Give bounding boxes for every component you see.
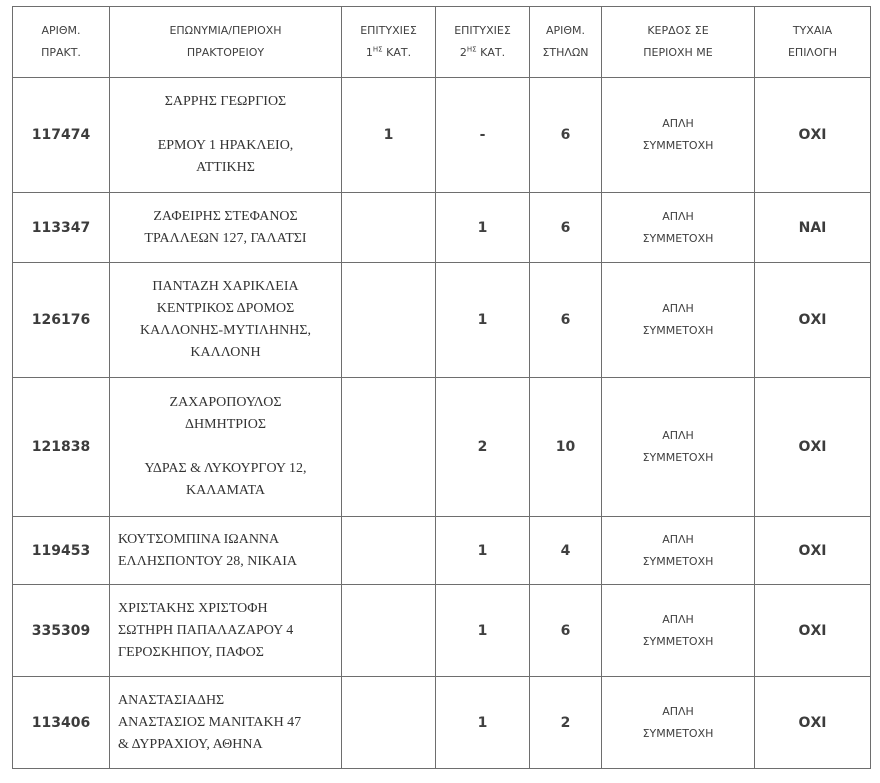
table-row [13, 78, 871, 193]
first-category-wins [342, 517, 436, 585]
columns-count: 4 [530, 517, 602, 585]
agency-name: ΖΑΦΕΙΡΗΣ ΣΤΕΦΑΝΟΣ ΤΡΑΛΛΕΩΝ 127, ΓΑΛΑΤΣΙ [110, 193, 342, 263]
random-pick: ΟΧΙ [755, 585, 871, 677]
table-row [13, 263, 871, 378]
first-category-wins [342, 378, 436, 517]
columns-count: 2 [530, 677, 602, 769]
table-row [13, 585, 871, 677]
header-columns-count: ΑΡΙΘΜ. ΣΤΗΛΩΝ [530, 7, 602, 78]
second-category-wins: 1 [436, 677, 530, 769]
agency-name: ΖΑΧΑΡΟΠΟΥΛΟΣ ΔΗΜΗΤΡΙΟΣ ΥΔΡΑΣ & ΛΥΚΟΥΡΓΟΥ 12, ΚΑΛΑΜΑΤΑ [110, 378, 342, 517]
gain-area: ΑΠΛΗ ΣΥΜΜΕΤΟΧΗ [602, 378, 755, 517]
second-category-wins: - [436, 78, 530, 193]
agency-name: ΧΡΙΣΤΑΚΗΣ ΧΡΙΣΤΟΦΗ ΣΩΤΗΡΗ ΠΑΠΑΛΑΖΑΡΟΥ 4 ΓΕΡΟΣΚΗΠΟΥ, ΠΑΦΟΣ [110, 585, 342, 677]
random-pick: ΟΧΙ [755, 517, 871, 585]
agency-code: 121838 [13, 378, 110, 517]
gain-area: ΑΠΛΗ ΣΥΜΜΕΤΟΧΗ [602, 193, 755, 263]
columns-count: 6 [530, 78, 602, 193]
header-row [13, 7, 871, 78]
agency-code: 335309 [13, 585, 110, 677]
agency-code: 119453 [13, 517, 110, 585]
first-category-wins [342, 263, 436, 378]
random-pick: ΟΧΙ [755, 677, 871, 769]
random-pick: ΟΧΙ [755, 263, 871, 378]
table-row [13, 517, 871, 585]
agency-name: ΠΑΝΤΑΖΗ ΧΑΡΙΚΛΕΙΑ ΚΕΝΤΡΙΚΟΣ ΔΡΟΜΟΣ ΚΑΛΛΟΝΗΣ-ΜΥΤΙΛΗΝΗΣ, ΚΑΛΛΟΝΗ [110, 263, 342, 378]
gain-area: ΑΠΛΗ ΣΥΜΜΕΤΟΧΗ [602, 263, 755, 378]
second-category-wins: 2 [436, 378, 530, 517]
first-category-wins [342, 193, 436, 263]
second-category-wins: 1 [436, 585, 530, 677]
random-pick: ΝΑΙ [755, 193, 871, 263]
gain-area: ΑΠΛΗ ΣΥΜΜΕΤΟΧΗ [602, 677, 755, 769]
agency-code: 117474 [13, 78, 110, 193]
table-row [13, 193, 871, 263]
header-gain-area: ΚΕΡΔΟΣ ΣΕ ΠΕΡΙΟΧΗ ΜΕ [602, 7, 755, 78]
gain-area: ΑΠΛΗ ΣΥΜΜΕΤΟΧΗ [602, 78, 755, 193]
columns-count: 6 [530, 263, 602, 378]
columns-count: 6 [530, 585, 602, 677]
header-first-category-wins: ΕΠΙΤΥΧΙΕΣ $1^{H\Sigma}$ ΚΑΤ. [342, 7, 436, 78]
agency-code: 126176 [13, 263, 110, 378]
table-row [13, 378, 871, 517]
header-random-pick: ΤΥΧΑΙΑ ΕΠΙΛΟΓΗ [755, 7, 871, 78]
agency-name: ΑΝΑΣΤΑΣΙΑΔΗΣ ΑΝΑΣΤΑΣΙΟΣ ΜΑΝΙΤΑΚΗ 47 & ΔΥΡΡΑΧΙΟΥ, ΑΘΗΝΑ [110, 677, 342, 769]
agency-code: 113347 [13, 193, 110, 263]
gain-area: ΑΠΛΗ ΣΥΜΜΕΤΟΧΗ [602, 585, 755, 677]
second-category-wins: 1 [436, 193, 530, 263]
first-category-wins [342, 585, 436, 677]
agency-name: ΣΑΡΡΗΣ ΓΕΩΡΓΙΟΣ ΕΡΜΟΥ 1 ΗΡΑΚΛΕΙΟ, ΑΤΤΙΚΗΣ [110, 78, 342, 193]
header-agency-code: ΑΡΙΘΜ. ΠΡΑΚΤ. [13, 7, 110, 78]
random-pick: ΟΧΙ [755, 78, 871, 193]
header-second-category-wins: ΕΠΙΤΥΧΙΕΣ $2^{H\Sigma}$ ΚΑΤ. [436, 7, 530, 78]
gain-area: ΑΠΛΗ ΣΥΜΜΕΤΟΧΗ [602, 517, 755, 585]
header-agency-name: ΕΠΩΝΥΜΙΑ/ΠΕΡΙΟΧΗ ΠΡΑΚΤΟΡΕΙΟΥ [110, 7, 342, 78]
first-category-wins: 1 [342, 78, 436, 193]
second-category-wins: 1 [436, 263, 530, 378]
first-category-wins [342, 677, 436, 769]
columns-count: 10 [530, 378, 602, 517]
agency-name: ΚΟΥΤΣΟΜΠΙΝΑ ΙΩΑΝΝΑ ΕΛΛΗΣΠΟΝΤΟΥ 28, ΝΙΚΑΙΑ [110, 517, 342, 585]
table-row [13, 677, 871, 769]
agency-code: 113406 [13, 677, 110, 769]
winners-table [12, 6, 871, 769]
random-pick: ΟΧΙ [755, 378, 871, 517]
second-category-wins: 1 [436, 517, 530, 585]
columns-count: 6 [530, 193, 602, 263]
